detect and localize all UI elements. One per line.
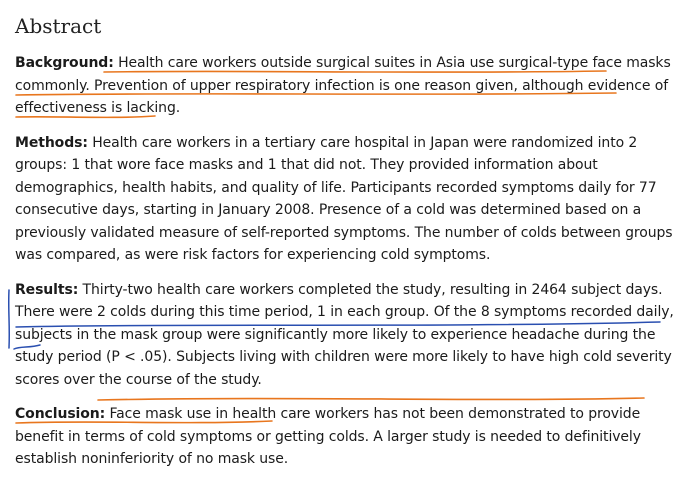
conclusion-label: Conclusion: — [15, 406, 106, 422]
abstract-page — [15, 12, 675, 483]
background-paragraph — [15, 52, 675, 120]
conclusion-text: Face mask use in health care workers has not been demonstrated to provide benefit in terms of cold symptoms or getting colds. A larger study is needed to definitively establish noninferiority of no mask use. — [15, 406, 641, 467]
background-text: Health care workers outside surgical suites in Asia use surgical-type face masks commonly. Prevention of upper respiratory infection is one reason given, although evidence of effectiveness is lacking. — [15, 55, 671, 116]
margin-bracket — [9, 290, 10, 348]
results-text: Thirty-two health care workers completed the study, resulting in 2464 subject days. There were 2 colds during this time period, 1 in each group. Of the 8 symptoms recorded daily, subjects in the mask group were significantly more likely to experience headache during the study period (P < .05). Subjects living with children were more likely to have high cold severity scores over the course of the study. — [15, 281, 674, 388]
results-paragraph — [15, 279, 675, 392]
conclusion-paragraph — [15, 403, 675, 471]
methods-label: Methods: — [15, 134, 88, 151]
results-label: Results: — [15, 281, 79, 298]
methods-paragraph — [15, 132, 675, 267]
background-label: Background: — [15, 55, 114, 71]
abstract-heading: Abstract — [15, 14, 102, 38]
methods-text: Health care workers in a tertiary care hospital in Japan were randomized into 2 groups: 1 that wore face masks and 1 that did not. They provided information about demographics, health habits, and quality of life. Participants recorded symptoms daily for 77 consecutive days, starting in January 2008. Presence of a cold was determined based on a previously validated measure of self-reported symptoms. The number of colds between groups was compared, as were risk factors for experiencing cold symptoms. — [15, 134, 673, 263]
